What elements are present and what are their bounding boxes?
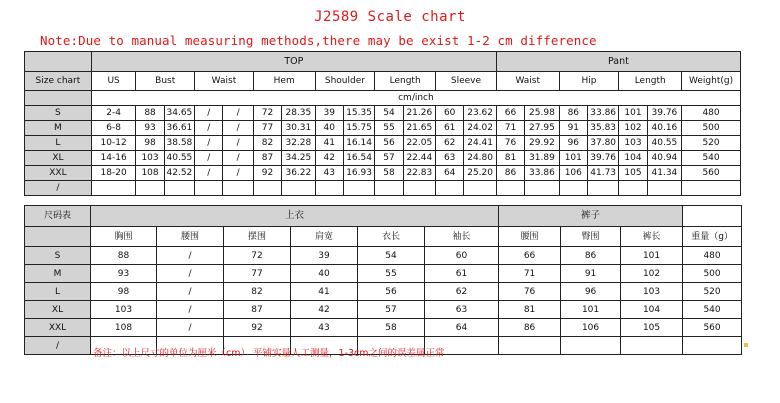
table-cell: / <box>223 151 253 166</box>
table-cell: 34.65 <box>164 106 194 121</box>
table-cell: 28.35 <box>282 106 315 121</box>
table-cell: 41 <box>291 283 358 301</box>
table-cell: 82 <box>224 283 291 301</box>
cn-col-header-length: 衣长 <box>358 227 425 247</box>
table-cell: 33.86 <box>525 166 559 181</box>
table-cell: 42 <box>291 301 358 319</box>
table-cell: / <box>157 283 224 301</box>
table-cell: 93 <box>136 121 164 136</box>
table-cell: 103 <box>91 301 157 319</box>
size-label: L <box>25 136 92 151</box>
table-cell: 108 <box>91 319 157 337</box>
table-cell: 86 <box>496 166 524 181</box>
cn-corner-blank <box>683 206 742 227</box>
table-cell: 520 <box>682 136 741 151</box>
table-cell: 540 <box>683 301 742 319</box>
table-cell: / <box>157 247 224 265</box>
table-cell: 96 <box>559 136 587 151</box>
size-label: M <box>25 121 92 136</box>
table-cell: 61 <box>425 265 499 283</box>
table-cell: / <box>223 106 253 121</box>
table-cell: 31.89 <box>525 151 559 166</box>
table-cell: 40.55 <box>164 151 194 166</box>
table-cell: 520 <box>683 283 742 301</box>
table-cell: 54 <box>375 106 403 121</box>
table-cell: 32.28 <box>282 136 315 151</box>
table-cell: 16.14 <box>343 136 374 151</box>
table-cell: 18-20 <box>91 166 136 181</box>
table-cell: 36.22 <box>282 166 315 181</box>
cn-col-header-waist: 腰围 <box>157 227 224 247</box>
table-cell <box>619 181 647 196</box>
table-cell <box>315 181 343 196</box>
table-cell <box>683 337 742 355</box>
table-cell: 71 <box>496 121 524 136</box>
table-row <box>25 166 741 181</box>
table-cell: / <box>195 136 223 151</box>
table-cell: 58 <box>358 319 425 337</box>
table-cell: 62 <box>436 136 464 151</box>
table-cell: 54 <box>358 247 425 265</box>
table-cell: 14-16 <box>91 151 136 166</box>
table-cell: 77 <box>253 121 281 136</box>
table-cell: 98 <box>91 283 157 301</box>
cn-subheader-blank <box>25 227 91 247</box>
table-cell <box>375 181 403 196</box>
size-label: S <box>25 106 92 121</box>
col-header-pant-length: Length <box>619 72 682 91</box>
col-header-waist: Waist <box>195 72 254 91</box>
table-cell: 55 <box>358 265 425 283</box>
table-cell: 105 <box>619 166 647 181</box>
table-cell: 41 <box>315 136 343 151</box>
size-label: L <box>25 283 91 301</box>
table-cell: / <box>223 166 253 181</box>
table-cell: 77 <box>224 265 291 283</box>
size-chart-table-en <box>24 51 741 196</box>
measurement-note: Note:Due to manual measuring methods,there may be exist 1-2 cm difference <box>40 33 597 48</box>
table-cell <box>559 181 587 196</box>
col-header-bust: Bust <box>136 72 195 91</box>
table-cell <box>164 181 194 196</box>
table-cell: 81 <box>499 301 561 319</box>
size-label: / <box>25 181 92 196</box>
table-cell: 61 <box>436 121 464 136</box>
table-cell <box>587 181 618 196</box>
table-cell: 39.76 <box>647 106 681 121</box>
table-cell: 27.95 <box>525 121 559 136</box>
table-cell: 106 <box>561 319 621 337</box>
table-cell <box>561 337 621 355</box>
table-cell: 101 <box>561 301 621 319</box>
table-row <box>25 121 741 136</box>
table-cell: 35.83 <box>587 121 618 136</box>
table-cell: 96 <box>561 283 621 301</box>
table-cell: 86 <box>559 106 587 121</box>
table-cell: 43 <box>291 319 358 337</box>
table-cell: 60 <box>436 106 464 121</box>
size-rows-cn <box>25 247 742 355</box>
table-cell: 10-12 <box>91 136 136 151</box>
table-cell <box>496 181 524 196</box>
chart-title: J2589 Scale chart <box>314 9 466 25</box>
table-row <box>25 283 742 301</box>
table-cell: 480 <box>683 247 742 265</box>
table-cell: 40 <box>291 265 358 283</box>
table-cell <box>499 337 561 355</box>
table-cell: 63 <box>425 301 499 319</box>
table-cell: 56 <box>358 283 425 301</box>
table-cell: 57 <box>358 301 425 319</box>
table-cell: 41.73 <box>587 166 618 181</box>
table-cell <box>525 181 559 196</box>
table-cell: 104 <box>619 151 647 166</box>
col-header-shoulder: Shoulder <box>315 72 375 91</box>
cn-group-top-label: 上衣 <box>91 206 499 227</box>
cn-group-pant-label: 裤子 <box>499 206 683 227</box>
table-cell: 86 <box>561 247 621 265</box>
table-cell: 33.86 <box>587 106 618 121</box>
table-cell: 21.65 <box>403 121 435 136</box>
cn-col-header-weight: 重量（g） <box>683 227 742 247</box>
table-cell: 101 <box>621 247 683 265</box>
table-cell: / <box>223 121 253 136</box>
unit-label: cm/inch <box>91 91 740 106</box>
group-top-label: TOP <box>91 52 496 72</box>
table-cell <box>464 181 497 196</box>
table-cell <box>682 181 741 196</box>
unit-row-label <box>25 91 92 106</box>
cn-col-header-hem: 摆围 <box>224 227 291 247</box>
table-cell: 15.75 <box>343 121 374 136</box>
table-cell: 102 <box>619 121 647 136</box>
size-rows-en <box>25 106 741 196</box>
table-row <box>25 106 741 121</box>
table-cell: 106 <box>559 166 587 181</box>
table-cell: 82 <box>253 136 281 151</box>
table-cell: 58 <box>375 166 403 181</box>
table-cell: / <box>157 319 224 337</box>
table-cell: 23.62 <box>464 106 497 121</box>
cn-col-header-pant-length: 裤长 <box>621 227 683 247</box>
table-cell: 42 <box>315 151 343 166</box>
table-cell: 22.05 <box>403 136 435 151</box>
table-cell: 72 <box>253 106 281 121</box>
table-cell: 103 <box>621 283 683 301</box>
table-cell: 98 <box>136 136 164 151</box>
table-cell <box>403 181 435 196</box>
table-cell: 40 <box>315 121 343 136</box>
table-cell: 24.80 <box>464 151 497 166</box>
table-cell: 40.55 <box>647 136 681 151</box>
table-cell: 66 <box>496 106 524 121</box>
table-row <box>25 247 742 265</box>
table-cell: 39.76 <box>587 151 618 166</box>
table-cell: / <box>195 121 223 136</box>
table-cell: 34.25 <box>282 151 315 166</box>
table-cell: 2-4 <box>91 106 136 121</box>
table-cell: 39 <box>291 247 358 265</box>
cn-col-header-shoulder: 肩宽 <box>291 227 358 247</box>
table-cell <box>343 181 374 196</box>
table-cell: 101 <box>619 106 647 121</box>
table-cell <box>136 181 164 196</box>
table-cell: 21.26 <box>403 106 435 121</box>
table-cell: / <box>157 301 224 319</box>
table-cell: 76 <box>499 283 561 301</box>
table-cell: 40.94 <box>647 151 681 166</box>
table-cell: 92 <box>253 166 281 181</box>
cn-col-header-pant-waist: 腰围 <box>499 227 561 247</box>
col-header-weight: Weight(g) <box>682 72 741 91</box>
table-cell: 56 <box>375 136 403 151</box>
table-row <box>25 301 742 319</box>
table-row <box>25 319 742 337</box>
bottom-note: 备注：以上尺寸的单位为厘米（cm） 平铺实量人工测量，1-3cm之间的误差属正常 <box>93 348 445 359</box>
table-cell: 87 <box>253 151 281 166</box>
table-cell: 88 <box>136 106 164 121</box>
table-cell <box>195 181 223 196</box>
table-cell: 92 <box>224 319 291 337</box>
table-row <box>25 136 741 151</box>
table-cell <box>253 181 281 196</box>
table-cell: 16.93 <box>343 166 374 181</box>
table-cell: 24.02 <box>464 121 497 136</box>
size-label: XL <box>25 301 91 319</box>
cn-col-header-sleeve: 袖长 <box>425 227 499 247</box>
table-cell: 55 <box>375 121 403 136</box>
table-cell: 81 <box>496 151 524 166</box>
table-cell: 66 <box>499 247 561 265</box>
table-cell <box>223 181 253 196</box>
table-cell: / <box>223 136 253 151</box>
table-cell: 30.31 <box>282 121 315 136</box>
table-cell: / <box>157 265 224 283</box>
table-row <box>25 151 741 166</box>
table-cell: 63 <box>436 151 464 166</box>
size-chart-label: Size chart <box>25 72 92 91</box>
col-header-pant-waist: Waist <box>496 72 559 91</box>
table-cell: 91 <box>561 265 621 283</box>
table-row <box>25 181 741 196</box>
table-cell: 102 <box>621 265 683 283</box>
table-cell: 103 <box>619 136 647 151</box>
table-cell: 560 <box>682 166 741 181</box>
cn-col-header-hip: 臀围 <box>561 227 621 247</box>
table-cell: 540 <box>682 151 741 166</box>
table-cell: 72 <box>224 247 291 265</box>
table-cell: 36.61 <box>164 121 194 136</box>
table-cell <box>282 181 315 196</box>
col-header-length: Length <box>375 72 436 91</box>
table-cell: 29.92 <box>525 136 559 151</box>
table-cell <box>647 181 681 196</box>
table-cell: 64 <box>436 166 464 181</box>
table-cell: 16.54 <box>343 151 374 166</box>
table-cell: 71 <box>499 265 561 283</box>
table-cell: 41.34 <box>647 166 681 181</box>
table-cell <box>621 337 683 355</box>
size-label: / <box>25 337 91 355</box>
table-cell: 22.44 <box>403 151 435 166</box>
table-row <box>25 265 742 283</box>
table-cell: 40.16 <box>647 121 681 136</box>
col-header-sleeve: Sleeve <box>436 72 497 91</box>
table-cell: 93 <box>91 265 157 283</box>
table-cell: 76 <box>496 136 524 151</box>
table-cell: 42.52 <box>164 166 194 181</box>
table-cell: 6-8 <box>91 121 136 136</box>
size-chart-table-cn <box>24 205 742 355</box>
table-cell: / <box>195 151 223 166</box>
size-label: XL <box>25 151 92 166</box>
size-label: XXL <box>25 319 91 337</box>
table-cell: 57 <box>375 151 403 166</box>
table-cell: 560 <box>683 319 742 337</box>
table-cell: 15.35 <box>343 106 374 121</box>
table-cell: 86 <box>499 319 561 337</box>
col-header-hem: Hem <box>253 72 315 91</box>
table-cell: 500 <box>683 265 742 283</box>
table-cell: 480 <box>682 106 741 121</box>
table-cell: 88 <box>91 247 157 265</box>
col-header-hip: Hip <box>559 72 619 91</box>
table-cell: 25.98 <box>525 106 559 121</box>
cn-size-label: 尺码表 <box>25 206 91 227</box>
table-cell: 104 <box>621 301 683 319</box>
table-cell: 103 <box>136 151 164 166</box>
table-cell: 37.80 <box>587 136 618 151</box>
corner-blank <box>25 52 92 72</box>
table-cell: 101 <box>559 151 587 166</box>
table-cell: 87 <box>224 301 291 319</box>
size-label: S <box>25 247 91 265</box>
table-cell: 108 <box>136 166 164 181</box>
table-cell: 24.41 <box>464 136 497 151</box>
col-header-us: US <box>91 72 136 91</box>
table-cell: 38.58 <box>164 136 194 151</box>
group-pant-label: Pant <box>496 52 740 72</box>
table-cell: 91 <box>559 121 587 136</box>
table-cell: / <box>195 166 223 181</box>
table-cell: 500 <box>682 121 741 136</box>
table-cell: 64 <box>425 319 499 337</box>
table-cell: 43 <box>315 166 343 181</box>
table-cell: 25.20 <box>464 166 497 181</box>
table-cell <box>91 181 136 196</box>
table-cell: 62 <box>425 283 499 301</box>
cn-col-header-bust: 胸围 <box>91 227 157 247</box>
decorative-dot <box>744 343 748 347</box>
table-cell: / <box>195 106 223 121</box>
table-cell: 39 <box>315 106 343 121</box>
table-cell <box>436 181 464 196</box>
table-cell: 22.83 <box>403 166 435 181</box>
table-cell: 105 <box>621 319 683 337</box>
size-label: XXL <box>25 166 92 181</box>
size-label: M <box>25 265 91 283</box>
table-cell: 60 <box>425 247 499 265</box>
